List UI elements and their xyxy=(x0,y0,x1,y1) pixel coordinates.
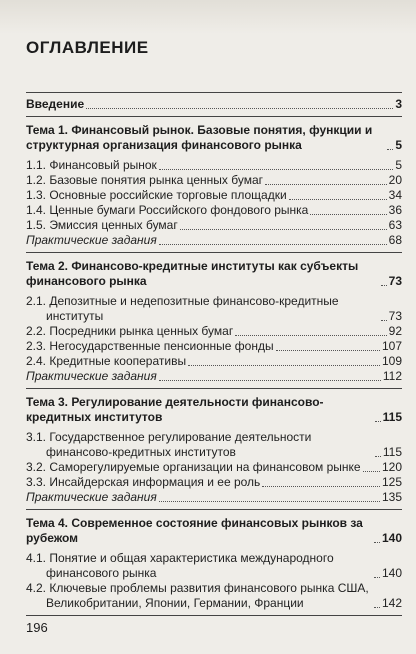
toc-topic-page: 73 xyxy=(388,274,402,288)
toc-topic-title-entry[interactable] xyxy=(26,259,402,289)
toc-topic-title: Тема 2. Финансово-кредитные институты как субъекты финансового рынка xyxy=(26,259,359,288)
toc-topic-title-entry[interactable] xyxy=(26,516,402,546)
leader-dots xyxy=(86,108,393,109)
toc-topic-title: Тема 4. Современное состояние финансовых рынков за рубежом xyxy=(26,516,363,545)
toc-subentry[interactable] xyxy=(26,430,402,460)
toc-entry-label: 1.2. Базовые понятия рынка ценных бумаг xyxy=(26,173,263,187)
toc-heading: ОГЛАВЛЕНИЕ xyxy=(26,38,149,57)
leader-dots xyxy=(374,607,380,608)
toc-subentry[interactable] xyxy=(26,551,402,581)
toc-subentry[interactable] xyxy=(26,339,402,354)
leader-dots xyxy=(375,456,381,457)
toc-practice-entry[interactable] xyxy=(26,490,402,505)
toc-subentry[interactable] xyxy=(26,294,402,324)
toc-entry-label: 1.4. Ценные бумаги Российского фондового рынка xyxy=(26,203,309,217)
toc-entry-page: 68 xyxy=(388,233,402,247)
toc-entry-page: 36 xyxy=(388,203,402,217)
divider xyxy=(26,615,402,616)
leader-dots xyxy=(235,335,386,336)
toc-entry-label: 4.1. Понятие и общая характеристика международного финансового рынка xyxy=(26,551,334,580)
toc-topic-section xyxy=(26,253,402,388)
toc-entry-page: 120 xyxy=(381,460,402,474)
toc-intro-section xyxy=(26,93,402,116)
toc-entry-label: 3.3. Инсайдерская информация и ее роль xyxy=(26,475,261,489)
toc-entry-label: Практические задания xyxy=(26,490,157,504)
table-of-contents xyxy=(26,92,402,616)
toc-entry-page: 34 xyxy=(388,188,402,202)
leader-dots xyxy=(188,365,380,366)
toc-topic-section xyxy=(26,117,402,252)
toc-topic-title-entry[interactable] xyxy=(26,395,402,425)
leader-dots xyxy=(159,169,394,170)
toc-subentry[interactable] xyxy=(26,475,402,490)
toc-subentry[interactable] xyxy=(26,324,402,339)
toc-topic-page: 115 xyxy=(382,410,402,424)
toc-topic-page: 140 xyxy=(381,531,402,545)
toc-subentry[interactable] xyxy=(26,203,402,218)
toc-practice-entry[interactable] xyxy=(26,233,402,248)
leader-dots xyxy=(310,214,386,215)
toc-topic-section xyxy=(26,510,402,615)
leader-dots xyxy=(363,471,380,472)
toc-entry-label: 1.5. Эмиссия ценных бумаг xyxy=(26,218,178,232)
toc-entry-page: 125 xyxy=(381,475,402,489)
leader-dots xyxy=(387,149,393,150)
toc-subentry[interactable] xyxy=(26,354,402,369)
toc-entry-label: Практические задания xyxy=(26,369,157,383)
toc-entry-page: 109 xyxy=(381,354,402,368)
leader-dots xyxy=(159,380,381,381)
leader-dots xyxy=(262,486,380,487)
leader-dots xyxy=(374,542,380,543)
toc-entry-page: 135 xyxy=(381,490,402,504)
toc-entry-label: 4.2. Ключевые проблемы развития финансового рынка США, Великобритании, Японии, Германии, Франции xyxy=(26,581,369,610)
leader-dots xyxy=(276,350,380,351)
toc-entry-page: 73 xyxy=(388,309,402,323)
leader-dots xyxy=(289,199,387,200)
leader-dots xyxy=(265,184,387,185)
toc-entry-label: 1.1. Финансовый рынок xyxy=(26,158,157,172)
toc-entry-page: 140 xyxy=(381,566,402,580)
leader-dots xyxy=(374,577,380,578)
previous-page-bleed xyxy=(0,0,416,34)
toc-entry-page: 115 xyxy=(382,445,402,459)
toc-subentry[interactable] xyxy=(26,173,402,188)
toc-topics xyxy=(26,117,402,616)
toc-entry-page: 112 xyxy=(382,369,402,383)
toc-entry-page: 92 xyxy=(388,324,402,338)
toc-topic-section xyxy=(26,389,402,509)
toc-entry-label: 3.1. Государственное регулирование деятельности финансово-кредитных институтов xyxy=(26,430,312,459)
toc-entry-intro[interactable] xyxy=(26,97,402,112)
toc-entry-page: 142 xyxy=(381,596,402,610)
toc-topic-title: Тема 1. Финансовый рынок. Базовые понятия, функции и структурная организация финансового рынка xyxy=(26,123,373,152)
leader-dots xyxy=(159,244,387,245)
toc-entry-page: 107 xyxy=(381,339,402,353)
toc-entry-label: 1.3. Основные российские торговые площадки xyxy=(26,188,287,202)
toc-subentry[interactable] xyxy=(26,218,402,233)
leader-dots xyxy=(381,285,387,286)
toc-subentry[interactable] xyxy=(26,460,402,475)
leader-dots xyxy=(159,501,380,502)
toc-subentry[interactable] xyxy=(26,581,402,611)
leader-dots xyxy=(375,421,381,422)
toc-entry-page: 3 xyxy=(395,97,402,111)
toc-entry-label: 2.2. Посредники рынка ценных бумаг xyxy=(26,324,234,338)
toc-subentry[interactable] xyxy=(26,188,402,203)
toc-entry-page: 63 xyxy=(388,218,402,232)
toc-entry-label: 3.2. Саморегулируемые организации на финансовом рынке xyxy=(26,460,361,474)
toc-entry-label: Практические задания xyxy=(26,233,157,247)
toc-entry-label: Введение xyxy=(26,97,85,111)
toc-topic-title: Тема 3. Регулирование деятельности финансово-кредитных институтов xyxy=(26,395,324,424)
toc-subentry[interactable] xyxy=(26,158,402,173)
toc-entry-label: 2.3. Негосударственные пенсионные фонды xyxy=(26,339,274,353)
toc-entry-label: 2.4. Кредитные кооперативы xyxy=(26,354,187,368)
leader-dots xyxy=(180,229,387,230)
toc-entry-page: 5 xyxy=(395,158,402,172)
toc-topic-page: 5 xyxy=(395,138,402,152)
toc-entry-page: 20 xyxy=(388,173,402,187)
toc-topic-title-entry[interactable] xyxy=(26,123,402,153)
page-number: 196 xyxy=(26,620,48,635)
toc-practice-entry[interactable] xyxy=(26,369,402,384)
toc-entry-label: 2.1. Депозитные и недепозитные финансово-кредитные институты xyxy=(26,294,339,323)
leader-dots xyxy=(381,320,387,321)
